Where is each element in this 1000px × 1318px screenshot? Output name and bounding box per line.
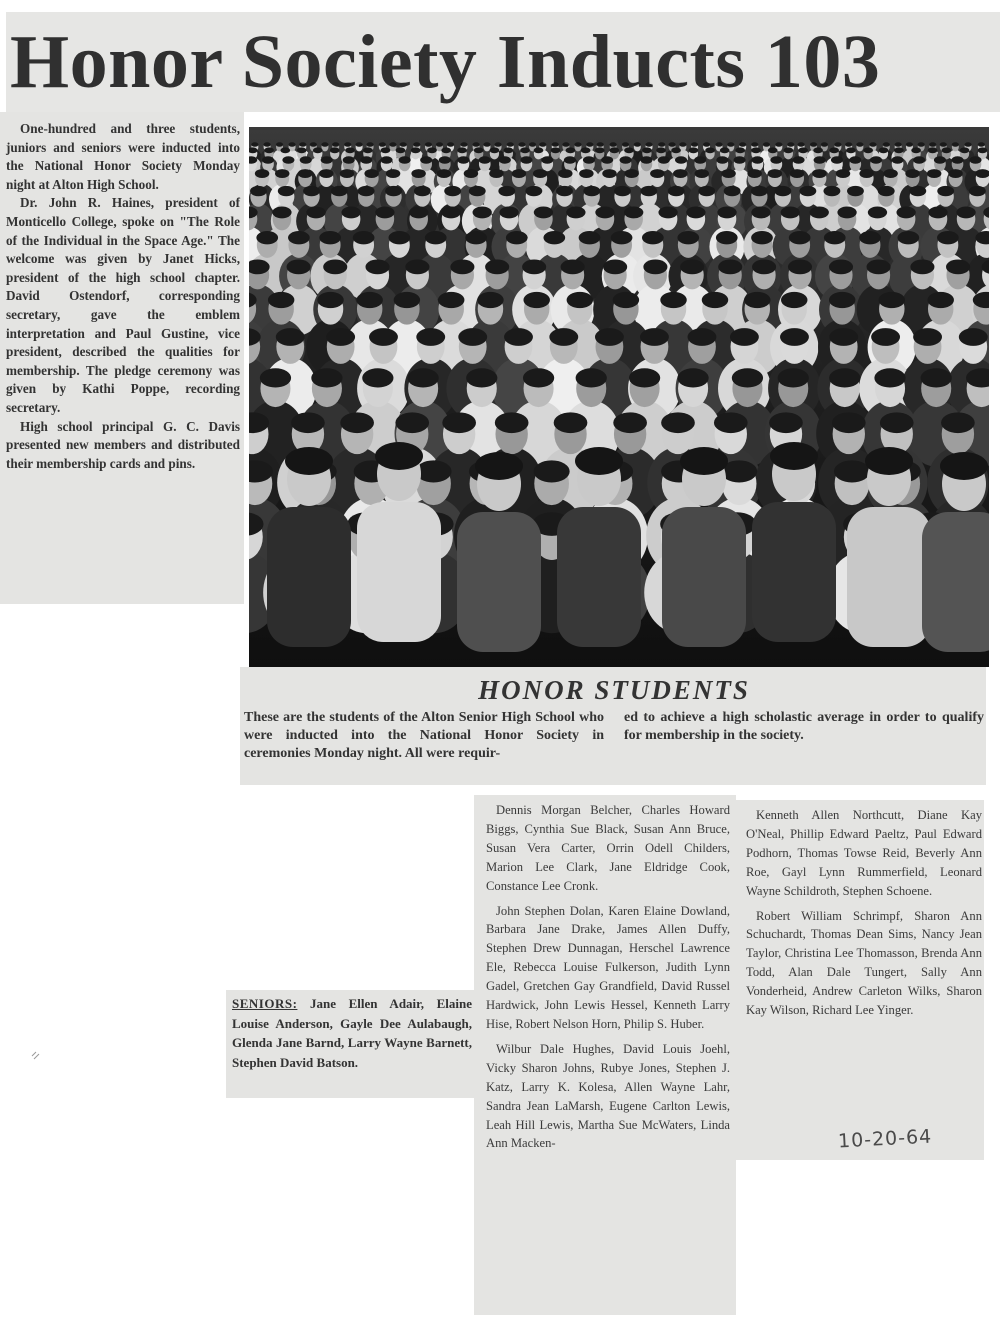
- ink-speck-icon: [30, 1050, 42, 1062]
- names-paragraph: Wilbur Dale Hughes, David Louis Joehl, Vicky Sharon Johns, Rubye Jones, Stephen J. Katz, Larry K. Kolesa, Allen Wayne Lahr, Sandra Jean LaMarsh, Eugene Carlton Lewis, Leah Hill Lewis, Martha Sue McWaters, Linda Ann Macken-: [486, 1041, 730, 1151]
- headline-clipping: [6, 12, 1000, 112]
- intro-paragraph: High school principal G. C. Davis presented new members and distributed their membership cards and pins.: [6, 418, 240, 471]
- seniors-names: Jane Ellen Adair, Elaine Louise Anderson, Gayle Dee Aulabaugh, Glenda Jane Barnd, Larry Wayne Barnett, Stephen David Batson.: [232, 996, 472, 1070]
- intro-column: [0, 112, 244, 604]
- seniors-label: SENIORS:: [232, 996, 298, 1011]
- headline: Honor Society Inducts 103: [10, 20, 881, 104]
- names-paragraph: Kenneth Allen Northcutt, Diane Kay O'Neal, Phillip Edward Paeltz, Paul Edward Podhorn, Thomas Towse Reid, Beverly Ann Roe, Gayl Lynn Rummerfield, Leonard Wayne Schildroth, Stephen Schoene.: [746, 808, 982, 898]
- photo-caption: [240, 667, 986, 785]
- names-paragraph: John Stephen Dolan, Karen Elaine Dowland, Barbara Jane Drake, James Allen Duffy, Stephen Drew Dunnagan, Herschel Lawrence Ele, Rebecca Louise Fulkerson, Judith Lynn Gadel, Gretchen Gay Grandfield, David Russel Hardwick, John Lewis Hessel, Kenneth Larry Hise, Robert Nelson Horn, Philip S. Huber.: [486, 903, 730, 1031]
- caption-left: These are the students of the Alton Senior High School who were inducted into the National Honor Society in ceremonies Monday night. All were requir-: [244, 710, 604, 761]
- crowd-photo: [249, 127, 989, 667]
- names-column-b: [734, 800, 984, 1160]
- seniors-clipping: [226, 990, 476, 1098]
- intro-paragraph: One-hundred and three students, juniors and seniors were inducted into the National Honor Society Monday night at Alton High School.: [6, 121, 240, 192]
- names-paragraph: Dennis Morgan Belcher, Charles Howard Biggs, Cynthia Sue Black, Susan Ann Bruce, Susan Vera Carter, Orrin Odell Childers, Marion Lee Clark, Jane Eldridge Cook, Constance Lee Cronk.: [486, 803, 730, 893]
- handwritten-date: 10-20-64: [837, 1125, 933, 1153]
- names-column-a: [474, 795, 736, 1315]
- caption-title: HONOR STUDENTS: [478, 675, 750, 705]
- intro-paragraph: Dr. John R. Haines, president of Monticello College, spoke on "The Role of the Individual in the Space Age." The welcome was given by Janet Hicks, president of the high school chapter. David Ostendorf, corresponding secretary, gave the emblem interpretation and Paul Gustine, vice president, described the qualities for membership. The pledge ceremony was given by Kathi Poppe, recording secretary.: [6, 195, 240, 415]
- names-paragraph: Robert William Schrimpf, Sharon Ann Schuchardt, Thomas Dean Sims, Nancy Jean Taylor, Christina Lee Thomasson, Brenda Ann Todd, Alan Dale Tungert, Sally Ann Vonderheid, Andrew Carleton Wilks, Sharon Kay Wilson, Richard Lee Yinger.: [746, 908, 982, 1018]
- caption-right: ed to achieve a high scholastic average in order to qualify for membership in the society.: [624, 710, 984, 743]
- honor-students-photo: [249, 127, 989, 667]
